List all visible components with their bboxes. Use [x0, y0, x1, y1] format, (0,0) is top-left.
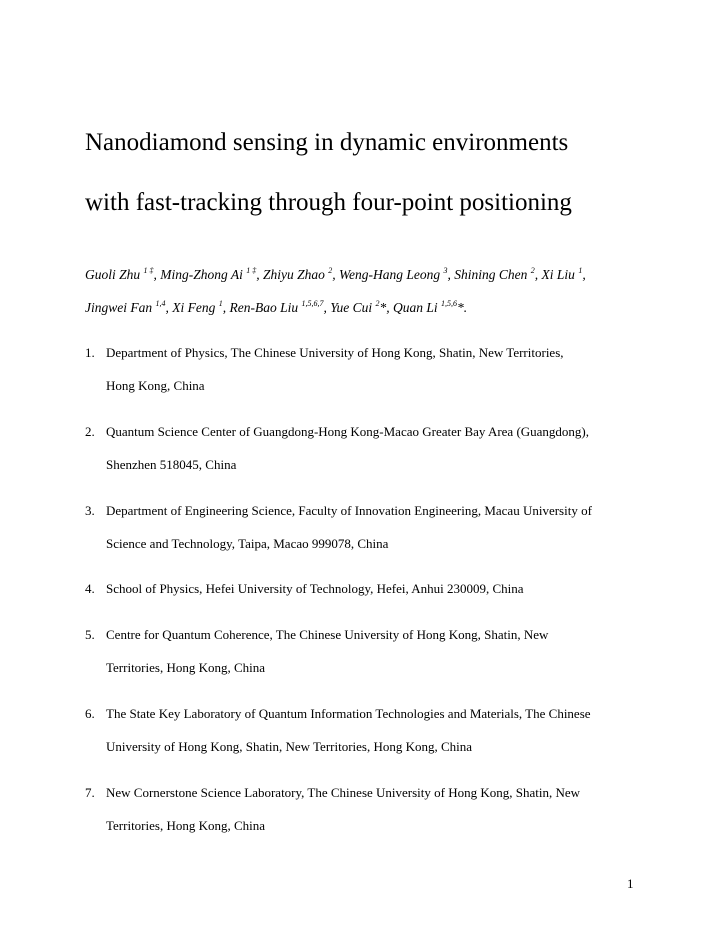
author: Xi Liu $^1$, [541, 266, 586, 282]
author: Weng-Hang Leong $^3$, [339, 266, 455, 282]
affiliation-text: New Cornerstone Science Laboratory, The Chinese University of Hong Kong, Shatin, New [106, 785, 581, 800]
author: Yue Cui $^2$*, [330, 299, 394, 315]
affiliation-number: 6. [85, 706, 95, 721]
author: Ren-Bao Liu $^{1,5,6,7}$, [229, 299, 331, 315]
affiliation-number: 4. [85, 581, 95, 596]
affiliation-number: 3. [85, 503, 95, 518]
author: Ming-Zhong Ai $^{1 \ddagger}$, [160, 266, 264, 282]
author: Zhiyu Zhao $^2$, [263, 266, 340, 282]
affiliation-number: 5. [85, 627, 95, 642]
affiliation-text: Territories, Hong Kong, China [106, 660, 266, 675]
author: Quan Li $^{1,5,6}$*. [393, 299, 468, 315]
affiliation-number: 2. [85, 424, 95, 439]
page-number: 1 [627, 876, 634, 891]
author: Shining Chen $^2$, [454, 266, 542, 282]
affiliation-text: Hong Kong, China [106, 378, 205, 393]
paper-title-line-2: with fast-tracking through four-point positioning [85, 189, 572, 216]
author: Jingwei Fan $^{1,4}$, [85, 299, 173, 315]
affiliation-text: Territories, Hong Kong, China [106, 818, 266, 833]
author-list-line-1 [85, 267, 665, 283]
affiliation-text: Shenzhen 518045, China [106, 457, 237, 472]
author: Xi Feng $^1$, [172, 299, 230, 315]
affiliation-text: Quantum Science Center of Guangdong-Hong Kong-Macao Greater Bay Area (Guangdong), [106, 424, 590, 439]
affiliation-text: Science and Technology, Taipa, Macao 999078, China [106, 536, 389, 551]
affiliation-text: Department of Physics, The Chinese University of Hong Kong, Shatin, New Territories, [106, 345, 564, 360]
author: Guoli Zhu $^{1 \ddagger}$, [85, 266, 161, 282]
affiliation-text: Centre for Quantum Coherence, The Chinese University of Hong Kong, Shatin, New [106, 627, 549, 642]
affiliation-text: Department of Engineering Science, Faculty of Innovation Engineering, Macau University of [106, 503, 592, 518]
affiliation-number: 1. [85, 345, 95, 360]
affiliation-text: School of Physics, Hefei University of Technology, Hefei, Anhui 230009, China [106, 581, 524, 596]
affiliation-text: University of Hong Kong, Shatin, New Territories, Hong Kong, China [106, 739, 473, 754]
paper-title-line-1: Nanodiamond sensing in dynamic environments [85, 129, 569, 156]
author-list-line-2 [85, 300, 665, 316]
affiliation-number: 7. [85, 785, 95, 800]
affiliation-text: The State Key Laboratory of Quantum Information Technologies and Materials, The Chinese [106, 706, 591, 721]
